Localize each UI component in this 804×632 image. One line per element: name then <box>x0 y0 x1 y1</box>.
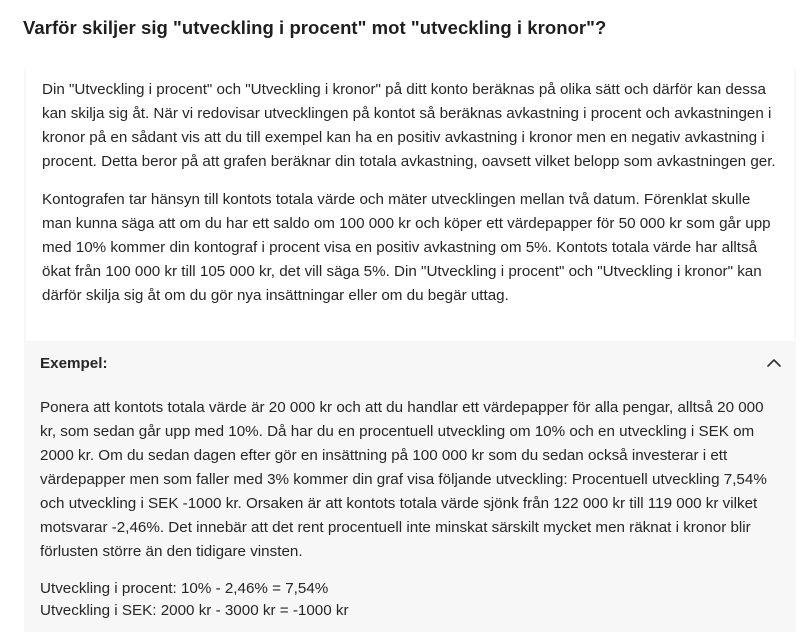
example-accordion-header[interactable] <box>24 341 796 385</box>
faq-answer-card <box>24 64 796 632</box>
example-accordion-body <box>24 385 796 622</box>
calc-sek-line: Utveckling i SEK: 2000 kr - 3000 kr = -1000 kr <box>40 602 349 619</box>
answer-paragraph: Din "Utveckling i procent" och "Utveckling i kronor" på ditt konto beräknas på olika sätt och därför kan dessa kan skilja sig åt. När vi redovisar utvecklingen på kontot så beräknas avkastning i procent och avkastningen i kronor på en sådant vis att du till exempel kan ha en positiv avkastning i kronor men en negativ avkastning i procent. Detta beror på att grafen beräknar din totala avkastning, oavsett vilket belopp som avkastningen ger. <box>42 81 776 170</box>
faq-question-heading: Varför skiljer sig "utveckling i procent" mot "utveckling i kronor"? <box>23 17 607 38</box>
answer-paragraph: Kontografen tar hänsyn till kontots totala värde och mäter utvecklingen mellan två datum. Förenklat skulle man kunna säga att om du har ett saldo om 100 000 kr och köper ett värdepapper för 50 000 kr som går upp med 10% kommer din kontograf i procent visa en positiv avkastning om 5%. Kontots totala värde har alltså ökat från 100 000 kr till 105 000 kr, det vill säga 5%. Din "Utveckling i procent" och "Utveckling i kronor" kan därför skilja sig åt om du gör nya insättningar eller om du begär uttag. <box>42 191 771 304</box>
example-title: Exempel: <box>40 355 108 372</box>
collapse-example-button[interactable] <box>762 351 786 375</box>
answer-section <box>26 64 794 341</box>
chevron-up-icon <box>766 358 782 368</box>
calc-percent-line: Utveckling i procent: 10% - 2,46% = 7,54% <box>40 580 329 597</box>
example-paragraph: Ponera att kontots totala värde är 20 000 kr och att du handlar ett värdepapper för alla pengar, alltså 20 000 kr, som sedan går upp med 10%. Då har du en procentuell utveckling om 10% och en utveckling i SEK om 2000 kr. Om du sedan dagen efter gör en insättning på 100 000 kr som du sedan också investerar i ett värdepapper men som faller med 3% kommer din graf visa följande utveckling: Procentuell utveckling 7,54% och utveckling i SEK -1000 kr. Orsaken är att kontots totala värde sjönk från 122 000 kr till 119 000 kr vilket motsvarar -2,46%. Det innebär att det rent procentuell inte minskat särskilt mycket men räknat i kronor blir förlusten större än den tidigare vinsten. <box>40 399 767 560</box>
